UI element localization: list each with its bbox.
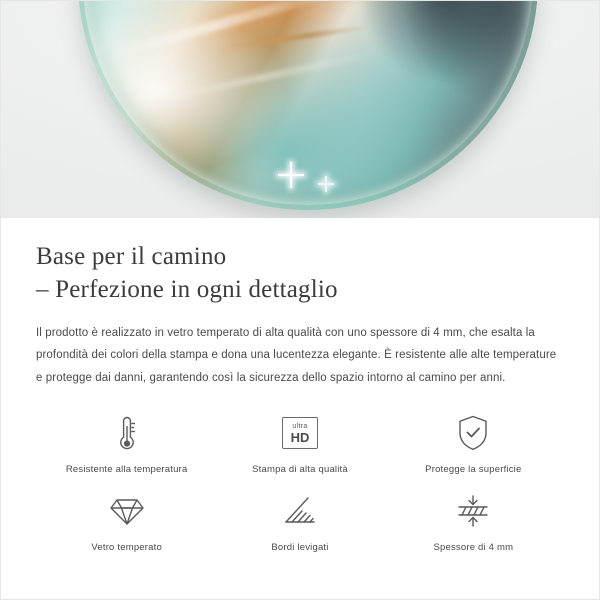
- headline-line-1: Base per il camino: [36, 243, 227, 270]
- feature-label: Spessore di 4 mm: [433, 542, 514, 554]
- ultra-hd-badge-bottom: HD: [290, 429, 310, 445]
- feature-label: Stampa di alta qualità: [252, 464, 348, 476]
- feature-label: Bordi levigati: [271, 542, 329, 554]
- ultra-hd-badge-top: ultra: [292, 422, 308, 430]
- feature-label: Resistente alla temperatura: [65, 464, 188, 476]
- disc-dark-region: [363, 0, 538, 100]
- product-description-text: Il prodotto è realizzato in vetro temperato di alta qualità con uno spessore di 4 mm, che esalta la profondità dei colori della stampa e dona una lucentezza elegante. È resistente alle alte temperature e protegge dai danni, garantendo così la sicurezza dello spazio intorno al camino per anni.: [36, 327, 557, 384]
- feature-item-polished-edges: [213, 489, 386, 553]
- feature-item-temperature-resistant: [40, 411, 213, 475]
- feature-item-surface-protection: [387, 411, 560, 475]
- polished-edges-icon: [282, 489, 318, 533]
- feature-label: Vetro temperato: [91, 542, 162, 554]
- headline-line-2: – Perfezione in ogni dettaglio: [36, 276, 338, 303]
- shield-check-icon: [456, 411, 490, 455]
- thermometer-icon: [114, 411, 140, 455]
- thickness-icon: [455, 489, 491, 533]
- feature-label: Protegge la superficie: [425, 464, 522, 476]
- content-section: [0, 240, 600, 553]
- feature-item-print-quality: [213, 411, 386, 475]
- diamond-icon: [108, 489, 146, 533]
- page-title: [36, 240, 564, 306]
- ultra-hd-icon: [282, 411, 318, 455]
- feature-grid: [36, 411, 564, 553]
- product-glass-disc: [78, 0, 538, 210]
- hero-image: [0, 0, 600, 218]
- feature-item-thickness: [387, 489, 560, 553]
- feature-item-tempered-glass: [40, 489, 213, 553]
